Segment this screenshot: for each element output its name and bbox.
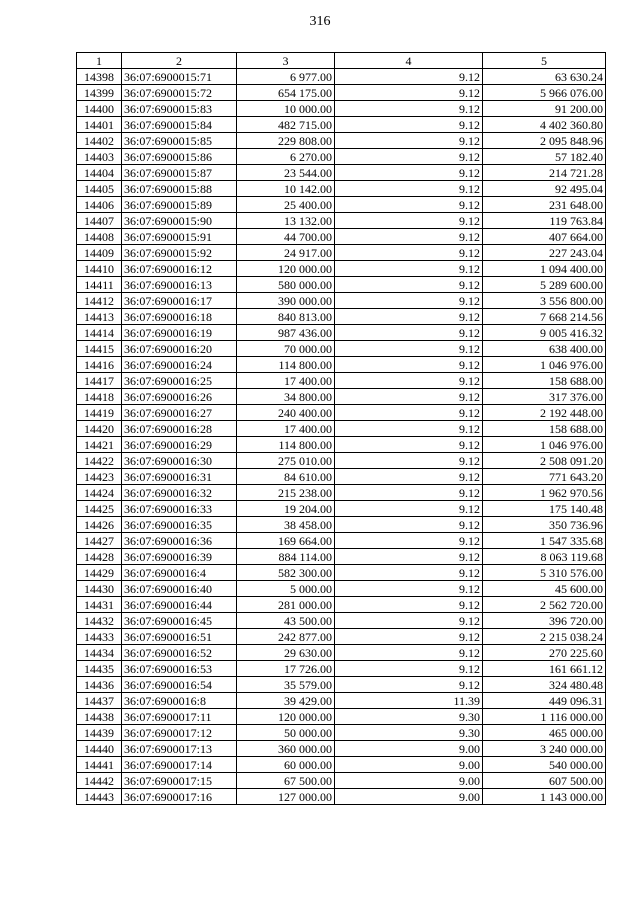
area-cell: 114 800.00 [237, 437, 335, 453]
table-row [77, 133, 606, 149]
cadastral-number-cell: 36:07:6900016:35 [122, 517, 237, 533]
row-number-cell: 14433 [77, 629, 122, 645]
cadastral-number-cell: 36:07:6900016:40 [122, 581, 237, 597]
cadastral-number-cell: 36:07:6900016:13 [122, 277, 237, 293]
area-cell: 229 808.00 [237, 133, 335, 149]
value-cell: 324 480.48 [483, 677, 606, 693]
rate-cell: 9.12 [335, 69, 483, 85]
area-cell: 482 715.00 [237, 117, 335, 133]
value-cell: 449 096.31 [483, 693, 606, 709]
table-row [77, 741, 606, 757]
rate-cell: 9.12 [335, 245, 483, 261]
page-number: 316 [309, 14, 331, 29]
value-cell: 7 668 214.56 [483, 309, 606, 325]
cadastral-number-cell: 36:07:6900017:15 [122, 773, 237, 789]
row-number-cell: 14420 [77, 421, 122, 437]
row-number-cell: 14424 [77, 485, 122, 501]
value-cell: 2 095 848.96 [483, 133, 606, 149]
table-row [77, 245, 606, 261]
cadastral-number-cell: 36:07:6900015:88 [122, 181, 237, 197]
area-cell: 13 132.00 [237, 213, 335, 229]
row-number-cell: 14429 [77, 565, 122, 581]
rate-cell: 9.12 [335, 373, 483, 389]
rate-cell: 9.12 [335, 405, 483, 421]
rate-cell: 9.12 [335, 133, 483, 149]
area-cell: 44 700.00 [237, 229, 335, 245]
row-number-cell: 14419 [77, 405, 122, 421]
table-row [77, 597, 606, 613]
table-row [77, 165, 606, 181]
area-cell: 25 400.00 [237, 197, 335, 213]
table-row [77, 149, 606, 165]
rate-cell: 9.12 [335, 549, 483, 565]
table-row [77, 693, 606, 709]
value-cell: 317 376.00 [483, 389, 606, 405]
area-cell: 360 000.00 [237, 741, 335, 757]
table-row [77, 565, 606, 581]
rate-cell: 9.12 [335, 565, 483, 581]
area-cell: 169 664.00 [237, 533, 335, 549]
area-cell: 24 917.00 [237, 245, 335, 261]
table-row [77, 613, 606, 629]
cadastral-number-cell: 36:07:6900016:51 [122, 629, 237, 645]
cadastral-number-cell: 36:07:6900016:18 [122, 309, 237, 325]
rate-cell: 9.12 [335, 613, 483, 629]
table-row [77, 277, 606, 293]
cadastral-number-cell: 36:07:6900017:16 [122, 789, 237, 805]
table-body [77, 69, 606, 805]
value-cell: 1 094 400.00 [483, 261, 606, 277]
table-row [77, 581, 606, 597]
cadastral-number-cell: 36:07:6900017:11 [122, 709, 237, 725]
column-header-4: 4 [335, 53, 483, 69]
table-row [77, 213, 606, 229]
cadastral-number-cell: 36:07:6900016:19 [122, 325, 237, 341]
area-cell: 70 000.00 [237, 341, 335, 357]
value-cell: 2 192 448.00 [483, 405, 606, 421]
row-number-cell: 14427 [77, 533, 122, 549]
rate-cell: 9.00 [335, 757, 483, 773]
cadastral-number-cell: 36:07:6900017:13 [122, 741, 237, 757]
value-cell: 2 562 720.00 [483, 597, 606, 613]
cadastral-number-cell: 36:07:6900016:36 [122, 533, 237, 549]
row-number-cell: 14412 [77, 293, 122, 309]
rate-cell: 9.12 [335, 213, 483, 229]
value-cell: 1 962 970.56 [483, 485, 606, 501]
area-cell: 654 175.00 [237, 85, 335, 101]
table-row [77, 357, 606, 373]
cadastral-number-cell: 36:07:6900015:83 [122, 101, 237, 117]
value-cell: 57 182.40 [483, 149, 606, 165]
value-cell: 91 200.00 [483, 101, 606, 117]
area-cell: 5 000.00 [237, 581, 335, 597]
rate-cell: 9.12 [335, 293, 483, 309]
table-row [77, 629, 606, 645]
area-cell: 127 000.00 [237, 789, 335, 805]
row-number-cell: 14409 [77, 245, 122, 261]
row-number-cell: 14428 [77, 549, 122, 565]
rate-cell: 9.12 [335, 229, 483, 245]
cadastral-number-cell: 36:07:6900016:30 [122, 453, 237, 469]
row-number-cell: 14407 [77, 213, 122, 229]
row-number-cell: 14443 [77, 789, 122, 805]
area-cell: 120 000.00 [237, 261, 335, 277]
row-number-cell: 14401 [77, 117, 122, 133]
cadastral-number-cell: 36:07:6900016:4 [122, 565, 237, 581]
table-row [77, 757, 606, 773]
value-cell: 158 688.00 [483, 373, 606, 389]
cadastral-number-cell: 36:07:6900017:12 [122, 725, 237, 741]
cadastral-number-cell: 36:07:6900016:20 [122, 341, 237, 357]
value-cell: 1 143 000.00 [483, 789, 606, 805]
value-cell: 5 310 576.00 [483, 565, 606, 581]
rate-cell: 9.12 [335, 261, 483, 277]
row-number-cell: 14411 [77, 277, 122, 293]
cadastral-number-cell: 36:07:6900016:54 [122, 677, 237, 693]
row-number-cell: 14430 [77, 581, 122, 597]
table-row [77, 373, 606, 389]
header-row [77, 53, 606, 69]
table-row [77, 773, 606, 789]
table-row [77, 453, 606, 469]
cadastral-number-cell: 36:07:6900016:24 [122, 357, 237, 373]
area-cell: 17 400.00 [237, 421, 335, 437]
area-cell: 6 977.00 [237, 69, 335, 85]
value-cell: 5 289 600.00 [483, 277, 606, 293]
row-number-cell: 14416 [77, 357, 122, 373]
rate-cell: 9.12 [335, 501, 483, 517]
row-number-cell: 14421 [77, 437, 122, 453]
table-row [77, 229, 606, 245]
table-row [77, 661, 606, 677]
area-cell: 240 400.00 [237, 405, 335, 421]
row-number-cell: 14410 [77, 261, 122, 277]
row-number-cell: 14408 [77, 229, 122, 245]
cadastral-number-cell: 36:07:6900015:89 [122, 197, 237, 213]
area-cell: 580 000.00 [237, 277, 335, 293]
cadastral-number-cell: 36:07:6900016:39 [122, 549, 237, 565]
value-cell: 1 046 976.00 [483, 437, 606, 453]
row-number-cell: 14441 [77, 757, 122, 773]
table-row [77, 517, 606, 533]
area-cell: 60 000.00 [237, 757, 335, 773]
area-cell: 884 114.00 [237, 549, 335, 565]
area-cell: 39 429.00 [237, 693, 335, 709]
row-number-cell: 14434 [77, 645, 122, 661]
rate-cell: 9.12 [335, 533, 483, 549]
value-cell: 607 500.00 [483, 773, 606, 789]
rate-cell: 9.12 [335, 437, 483, 453]
rate-cell: 9.12 [335, 469, 483, 485]
table-row [77, 69, 606, 85]
cadastral-number-cell: 36:07:6900016:26 [122, 389, 237, 405]
value-cell: 161 661.12 [483, 661, 606, 677]
table-row [77, 677, 606, 693]
table-row [77, 789, 606, 805]
rate-cell: 9.12 [335, 149, 483, 165]
rate-cell: 9.12 [335, 629, 483, 645]
table-row [77, 501, 606, 517]
cadastral-number-cell: 36:07:6900017:14 [122, 757, 237, 773]
value-cell: 4 402 360.80 [483, 117, 606, 133]
row-number-cell: 14435 [77, 661, 122, 677]
area-cell: 50 000.00 [237, 725, 335, 741]
value-cell: 5 966 076.00 [483, 85, 606, 101]
cadastral-number-cell: 36:07:6900016:12 [122, 261, 237, 277]
table-row [77, 709, 606, 725]
rate-cell: 9.12 [335, 357, 483, 373]
area-cell: 38 458.00 [237, 517, 335, 533]
value-cell: 396 720.00 [483, 613, 606, 629]
table-row [77, 85, 606, 101]
cadastral-number-cell: 36:07:6900015:72 [122, 85, 237, 101]
row-number-cell: 14406 [77, 197, 122, 213]
value-cell: 407 664.00 [483, 229, 606, 245]
rate-cell: 9.30 [335, 725, 483, 741]
row-number-cell: 14400 [77, 101, 122, 117]
table-row [77, 645, 606, 661]
cadastral-number-cell: 36:07:6900016:25 [122, 373, 237, 389]
column-header-3: 3 [237, 53, 335, 69]
area-cell: 34 800.00 [237, 389, 335, 405]
row-number-cell: 14425 [77, 501, 122, 517]
row-number-cell: 14432 [77, 613, 122, 629]
value-cell: 158 688.00 [483, 421, 606, 437]
rate-cell: 9.12 [335, 101, 483, 117]
area-cell: 114 800.00 [237, 357, 335, 373]
row-number-cell: 14418 [77, 389, 122, 405]
row-number-cell: 14426 [77, 517, 122, 533]
row-number-cell: 14431 [77, 597, 122, 613]
rate-cell: 9.00 [335, 741, 483, 757]
cadastral-number-cell: 36:07:6900016:53 [122, 661, 237, 677]
rate-cell: 9.12 [335, 309, 483, 325]
table-row [77, 533, 606, 549]
cadastral-number-cell: 36:07:6900016:33 [122, 501, 237, 517]
cadastral-number-cell: 36:07:6900016:45 [122, 613, 237, 629]
table-row [77, 725, 606, 741]
value-cell: 1 046 976.00 [483, 357, 606, 373]
table-row [77, 437, 606, 453]
value-cell: 1 116 000.00 [483, 709, 606, 725]
rate-cell: 9.12 [335, 453, 483, 469]
rate-cell: 11.39 [335, 693, 483, 709]
area-cell: 281 000.00 [237, 597, 335, 613]
cadastral-number-cell: 36:07:6900016:44 [122, 597, 237, 613]
table-row [77, 405, 606, 421]
area-cell: 43 500.00 [237, 613, 335, 629]
row-number-cell: 14440 [77, 741, 122, 757]
row-number-cell: 14413 [77, 309, 122, 325]
value-cell: 175 140.48 [483, 501, 606, 517]
row-number-cell: 14405 [77, 181, 122, 197]
value-cell: 119 763.84 [483, 213, 606, 229]
table-row [77, 469, 606, 485]
cadastral-number-cell: 36:07:6900015:87 [122, 165, 237, 181]
rate-cell: 9.12 [335, 661, 483, 677]
rate-cell: 9.00 [335, 773, 483, 789]
area-cell: 67 500.00 [237, 773, 335, 789]
area-cell: 987 436.00 [237, 325, 335, 341]
area-cell: 35 579.00 [237, 677, 335, 693]
cadastral-number-cell: 36:07:6900016:28 [122, 421, 237, 437]
table-row [77, 389, 606, 405]
rate-cell: 9.12 [335, 421, 483, 437]
cadastral-number-cell: 36:07:6900016:8 [122, 693, 237, 709]
table-row [77, 309, 606, 325]
row-number-cell: 14422 [77, 453, 122, 469]
value-cell: 540 000.00 [483, 757, 606, 773]
rate-cell: 9.12 [335, 341, 483, 357]
area-cell: 17 726.00 [237, 661, 335, 677]
table-header [77, 53, 606, 69]
value-cell: 9 005 416.32 [483, 325, 606, 341]
row-number-cell: 14398 [77, 69, 122, 85]
area-cell: 19 204.00 [237, 501, 335, 517]
value-cell: 231 648.00 [483, 197, 606, 213]
value-cell: 270 225.60 [483, 645, 606, 661]
table-row [77, 181, 606, 197]
row-number-cell: 14417 [77, 373, 122, 389]
area-cell: 17 400.00 [237, 373, 335, 389]
rate-cell: 9.00 [335, 789, 483, 805]
row-number-cell: 14402 [77, 133, 122, 149]
rate-cell: 9.12 [335, 85, 483, 101]
row-number-cell: 14414 [77, 325, 122, 341]
area-cell: 582 300.00 [237, 565, 335, 581]
area-cell: 215 238.00 [237, 485, 335, 501]
table-row [77, 197, 606, 213]
table-row [77, 341, 606, 357]
value-cell: 3 240 000.00 [483, 741, 606, 757]
value-cell: 8 063 119.68 [483, 549, 606, 565]
area-cell: 10 142.00 [237, 181, 335, 197]
cadastral-number-cell: 36:07:6900016:27 [122, 405, 237, 421]
value-cell: 2 215 038.24 [483, 629, 606, 645]
area-cell: 840 813.00 [237, 309, 335, 325]
table-row [77, 325, 606, 341]
rate-cell: 9.12 [335, 165, 483, 181]
value-cell: 45 600.00 [483, 581, 606, 597]
cadastral-number-cell: 36:07:6900016:17 [122, 293, 237, 309]
cadastral-number-cell: 36:07:6900015:90 [122, 213, 237, 229]
area-cell: 84 610.00 [237, 469, 335, 485]
rate-cell: 9.12 [335, 181, 483, 197]
value-cell: 2 508 091.20 [483, 453, 606, 469]
cadastral-number-cell: 36:07:6900016:31 [122, 469, 237, 485]
rate-cell: 9.12 [335, 117, 483, 133]
cadastral-number-cell: 36:07:6900016:32 [122, 485, 237, 501]
table-row [77, 117, 606, 133]
value-cell: 350 736.96 [483, 517, 606, 533]
value-cell: 1 547 335.68 [483, 533, 606, 549]
row-number-cell: 14404 [77, 165, 122, 181]
cadastral-number-cell: 36:07:6900016:29 [122, 437, 237, 453]
value-cell: 638 400.00 [483, 341, 606, 357]
column-header-2: 2 [122, 53, 237, 69]
rate-cell: 9.30 [335, 709, 483, 725]
rate-cell: 9.12 [335, 597, 483, 613]
cadastral-number-cell: 36:07:6900015:92 [122, 245, 237, 261]
value-cell: 63 630.24 [483, 69, 606, 85]
area-cell: 10 000.00 [237, 101, 335, 117]
cadastral-number-cell: 36:07:6900015:71 [122, 69, 237, 85]
row-number-cell: 14399 [77, 85, 122, 101]
value-cell: 214 721.28 [483, 165, 606, 181]
row-number-cell: 14436 [77, 677, 122, 693]
table-row [77, 485, 606, 501]
column-header-1: 1 [77, 53, 122, 69]
cadastral-number-cell: 36:07:6900015:91 [122, 229, 237, 245]
row-number-cell: 14415 [77, 341, 122, 357]
cadastral-number-cell: 36:07:6900015:85 [122, 133, 237, 149]
area-cell: 23 544.00 [237, 165, 335, 181]
rate-cell: 9.12 [335, 645, 483, 661]
rate-cell: 9.12 [335, 677, 483, 693]
rate-cell: 9.12 [335, 197, 483, 213]
cadastral-number-cell: 36:07:6900015:84 [122, 117, 237, 133]
area-cell: 390 000.00 [237, 293, 335, 309]
rate-cell: 9.12 [335, 485, 483, 501]
value-cell: 92 495.04 [483, 181, 606, 197]
value-cell: 771 643.20 [483, 469, 606, 485]
area-cell: 6 270.00 [237, 149, 335, 165]
area-cell: 120 000.00 [237, 709, 335, 725]
cadastral-number-cell: 36:07:6900015:86 [122, 149, 237, 165]
row-number-cell: 14423 [77, 469, 122, 485]
area-cell: 242 877.00 [237, 629, 335, 645]
cadastral-table [76, 52, 606, 805]
row-number-cell: 14438 [77, 709, 122, 725]
row-number-cell: 14439 [77, 725, 122, 741]
column-header-5: 5 [483, 53, 606, 69]
value-cell: 227 243.04 [483, 245, 606, 261]
rate-cell: 9.12 [335, 517, 483, 533]
area-cell: 275 010.00 [237, 453, 335, 469]
cadastral-number-cell: 36:07:6900016:52 [122, 645, 237, 661]
area-cell: 29 630.00 [237, 645, 335, 661]
row-number-cell: 14442 [77, 773, 122, 789]
table-row [77, 261, 606, 277]
rate-cell: 9.12 [335, 325, 483, 341]
rate-cell: 9.12 [335, 581, 483, 597]
table-row [77, 549, 606, 565]
table-row [77, 101, 606, 117]
row-number-cell: 14403 [77, 149, 122, 165]
rate-cell: 9.12 [335, 389, 483, 405]
value-cell: 465 000.00 [483, 725, 606, 741]
table-row [77, 293, 606, 309]
rate-cell: 9.12 [335, 277, 483, 293]
value-cell: 3 556 800.00 [483, 293, 606, 309]
table-row [77, 421, 606, 437]
row-number-cell: 14437 [77, 693, 122, 709]
